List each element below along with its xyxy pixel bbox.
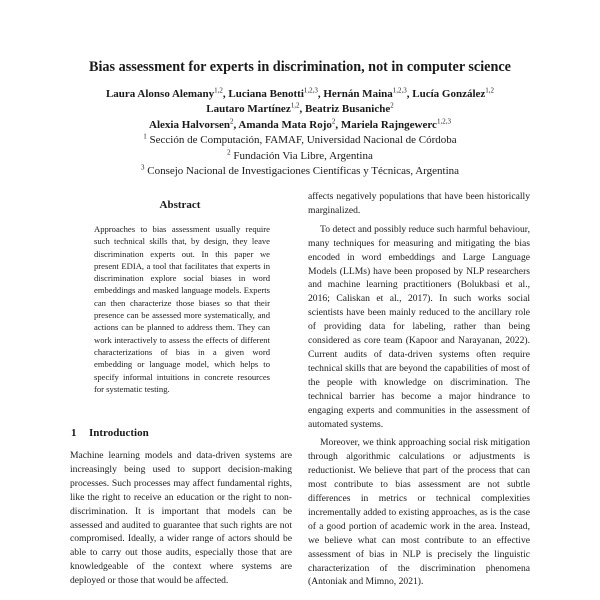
abstract-text: Approaches to bias assessment usually require such technical skills that, by design, they leave discrimination experts out. In this paper we present EDIA, a tool that facilitates that experts in discrimination explore social biases in word embeddings and masked language models. Experts can then characterize those biases so that their presence can be assessed more systematically, and actions can be planned to address them. They can work interactively to assess the effects of different characterizations of bias in a given word embedding or language model, which helps to specify informal intuitions in concrete resources for systematic testing.: [94, 224, 270, 394]
section-title: Introduction: [89, 427, 149, 439]
author: Laura Alonso Alemany$^{1,2}$: [105, 86, 223, 100]
affiliation-list: [0, 133, 600, 180]
author-line: Alexia Halvorsen$^2$, Amanda Mata Rojo$^2$, Mariela Rajngewerc$^{1,2,3}$: [149, 117, 451, 131]
paper-title: Bias assessment for experts in discrimination, not in computer science: [89, 59, 511, 75]
author: Beatriz Busaniche$^2$: [304, 101, 394, 116]
author-list: [0, 87, 600, 133]
paragraph: Moreover, we think approaching social risk mitigation through algorithmic calculations or adjustments is reductionist. We believe that part of the process that can most contribute to bias assessment are not subtle differences in metrics or technical complexities incrementally added to existing approaches, as is the case of a good portion of academic work in the area. Instead, we believe what can most contribute to an effective assessment of bias in NLP is precisely the linguistic characterization of the discrimination phenomena (Antoniak and Mimno, 2021).: [308, 437, 530, 588]
paragraph: To detect and possibly reduce such harmful behaviour, many techniques for measuring and mitigating the bias encoded in word embeddings and Large Language Models (LLMs) have been proposed by NLP researchers and machine learning practitioners (Bolukbasi et al., 2016; Caliskan et al., 2017). In such works social scientists have been mainly reduced to the ancillary role of providing data for labeling, rather than being considered as core team (Kapoor and Narayanan, 2022). Current audits of data-driven systems often require technical skills that are beyond the capabilities of most of the people with knowledge on discrimination. The technical barrier has become a major hindrance to engaging experts and communities in the assessment of automated systems.: [308, 223, 530, 430]
author: Mariela Rajngewerc$^{1,2,3}$: [340, 117, 451, 131]
author: Alexia Halvorsen$^2$: [149, 117, 234, 131]
author-line: Lautaro Martínez$^{1,2}$, Beatriz Busaniche$^2$: [206, 101, 394, 116]
paragraph: Machine learning models and data-driven systems are increasingly being used to support decision-making processes. Such processes may affect fundamental rights, like the right to receive an education or the right to non-discrimination. It is important that models can be assessed and audited to guarantee that such rights are not compromised. Ideally, a wider range of actors should be able to carry out those audits, especially those that are knowledgeable of the context where systems are deployed or those that would be affected.: [70, 450, 292, 587]
section-heading: [71, 427, 291, 439]
paragraph: affects negatively populations that have been historically marginalized.: [308, 191, 530, 216]
affiliation: $^3$ Consejo Nacional de Investigaciones Científicas y Técnicas, Argentina: [140, 163, 460, 178]
author: Luciana Benotti$^{1,2,3}$: [228, 86, 318, 100]
section-number: 1: [71, 427, 77, 439]
left-column-body: [70, 449, 292, 588]
author: Lautaro Martínez$^{1,2}$: [206, 101, 300, 116]
author-line: Laura Alonso Alemany$^{1,2}$, Luciana Benotti$^{1,2,3}$, Hernán Maina$^{1,2,3}$, Lucía González$^{1,2}$: [105, 86, 495, 100]
author: Amanda Mata Rojo$^2$: [238, 117, 336, 131]
author: Hernán Maina$^{1,2,3}$: [323, 86, 407, 100]
author: Lucía González$^{1,2}$: [412, 86, 495, 100]
affiliation: $^1$ Sección de Computación, FAMAF, Universidad Nacional de Córdoba: [143, 132, 457, 146]
right-column-body: [308, 190, 530, 589]
affiliation: $^2$ Fundación Via Libre, Argentina: [227, 147, 373, 162]
abstract-heading: Abstract: [159, 199, 201, 211]
